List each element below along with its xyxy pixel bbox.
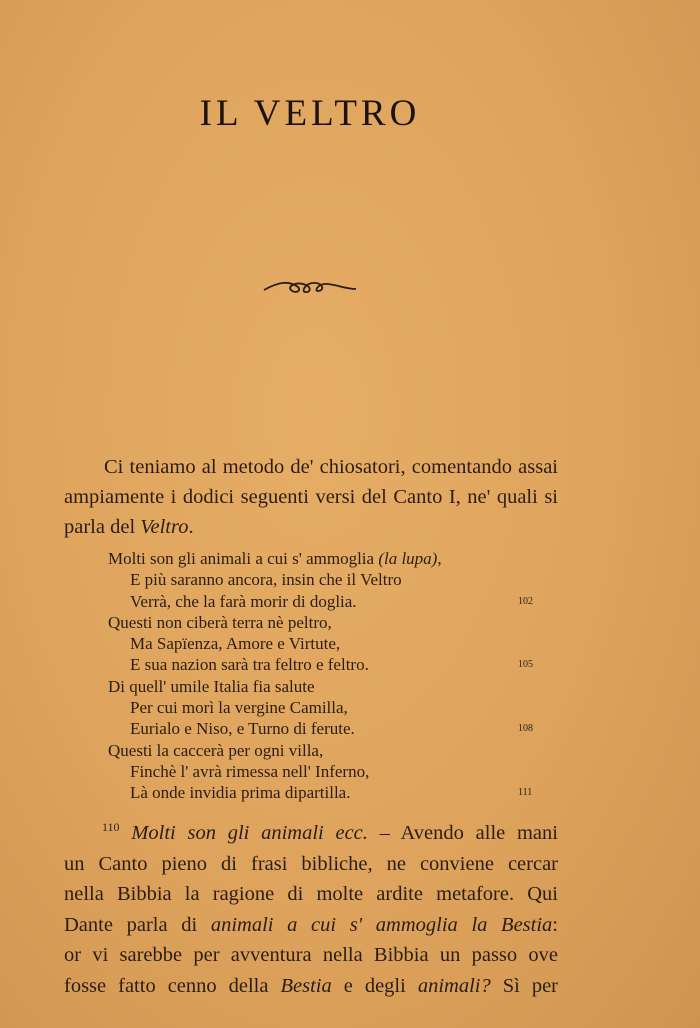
intro-text: Ci teniamo al metodo de' chiosatori, comentando assai ampiamente i dodici seguenti versi del Canto I, ne' quali si parla del	[64, 456, 558, 538]
commentary-text: nella Bibbia la ragione di molte ardite metafore. Qui	[64, 883, 558, 905]
verse-line	[108, 612, 548, 633]
verse-block	[108, 548, 548, 804]
commentary-text: Sì per	[490, 974, 559, 997]
verse-text: Molti son gli animali a cui s' ammoglia	[108, 549, 379, 568]
commentary-line	[64, 940, 558, 971]
verse-line	[108, 782, 548, 803]
commentary-emphasis: Molti son gli animali ecc.	[131, 822, 368, 844]
commentary-text: Dante parla di	[64, 913, 211, 936]
verse-line	[108, 633, 548, 654]
commentary-emphasis: animali a cui s' ammoglia la Bestia	[210, 913, 553, 936]
commentary-text: – Avendo alle mani	[367, 822, 558, 844]
verse-text: E più saranno ancora, insin che il Veltro	[130, 570, 402, 590]
commentary-line	[64, 879, 558, 910]
verse-line	[108, 740, 548, 761]
commentary-text: :	[552, 913, 558, 936]
intro-paragraph	[64, 452, 558, 542]
chapter-title: IL VELTRO	[199, 93, 421, 134]
verse-line	[108, 697, 548, 718]
verse-reference-number: 110	[102, 820, 120, 835]
verse-text: Là onde invidia prima dipartilla.	[130, 783, 351, 803]
verse-line	[108, 761, 548, 782]
commentary-emphasis: animali?	[417, 974, 491, 997]
commentary-line	[64, 818, 558, 849]
commentary-emphasis: Bestia	[280, 974, 332, 997]
verse-text: Di quell' umile Italia fia salute	[108, 676, 315, 696]
verse-text: Per cui morì la vergine Camilla,	[130, 698, 348, 718]
verse-text: Ma Sapïenza, Amore e Virtute,	[130, 634, 341, 654]
verse-text: Questi non ciberà terra nè peltro,	[108, 612, 332, 632]
commentary-text: fosse fatto cenno della	[64, 974, 281, 997]
commentary-text: e degli	[331, 974, 418, 997]
verse-text: Eurialo e Niso, e Turno di ferute.	[130, 719, 355, 739]
verse-text: E sua nazion sarà tra feltro e feltro.	[130, 655, 369, 675]
commentary-line	[64, 910, 558, 941]
verse-line	[108, 676, 548, 697]
verse-line	[108, 718, 548, 739]
ornament-flourish-icon	[262, 275, 358, 299]
commentary-line	[64, 971, 558, 1002]
verse-line-number: 108	[518, 723, 533, 735]
commentary-paragraph	[64, 818, 558, 1001]
verse-line-number: 105	[518, 659, 533, 671]
intro-emphasis: Veltro	[140, 516, 189, 538]
intro-text-end: .	[188, 516, 194, 538]
commentary-text: or vi sarebbe per avventura nella Bibbia un passo ove	[64, 944, 558, 966]
commentary-line	[64, 849, 558, 880]
verse-gloss: (la lupa)	[378, 549, 438, 568]
verse-text: Questi la caccerà per ogni villa,	[108, 740, 324, 760]
verse-line-number: 102	[518, 595, 533, 607]
verse-punct: ,	[437, 549, 442, 568]
verse-line	[108, 591, 548, 612]
verse-line	[108, 548, 548, 569]
verse-text: Verrà, che la farà morir di doglia.	[130, 591, 357, 611]
verse-line	[108, 654, 548, 675]
verse-text: Finchè l' avrà rimessa nell' Inferno,	[130, 761, 370, 781]
verse-line	[108, 569, 548, 590]
commentary-text: un Canto pieno di frasi bibliche, ne conviene cercar	[64, 852, 558, 875]
verse-line-number: 111	[518, 787, 533, 799]
